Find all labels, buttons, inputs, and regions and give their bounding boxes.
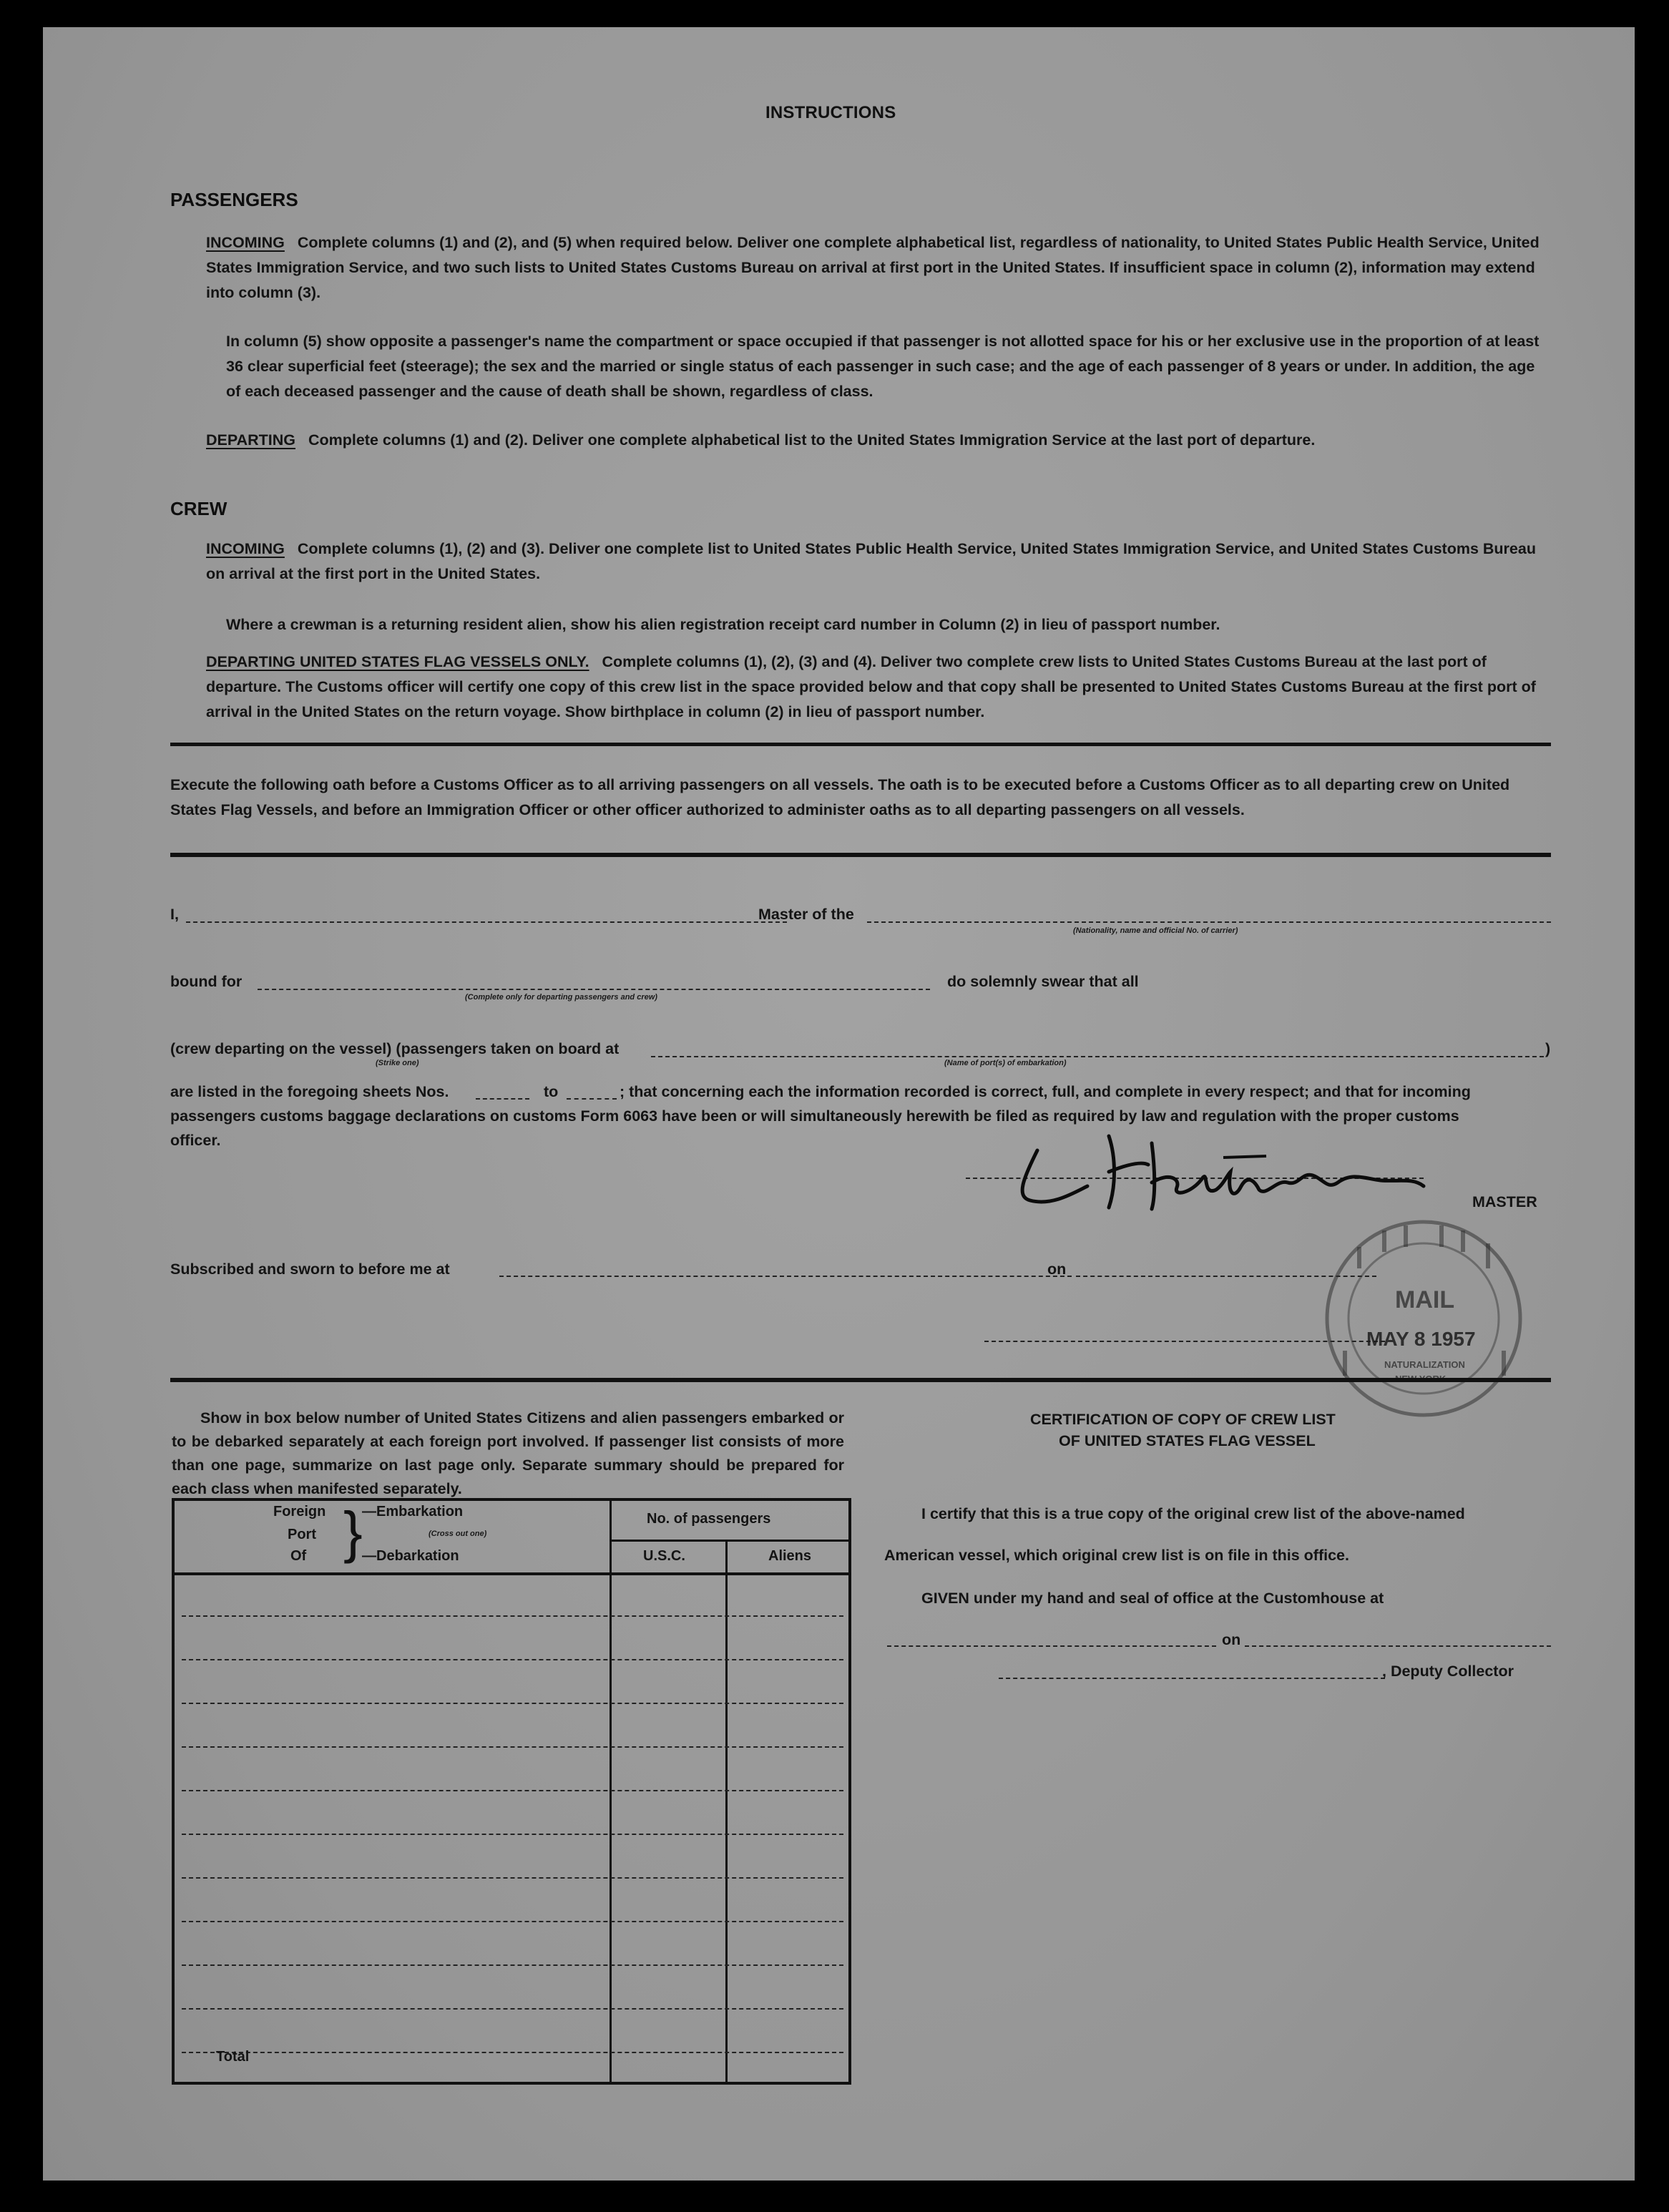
col-port-a: Foreign [273,1504,326,1519]
deputy-collector-field[interactable] [999,1678,1385,1679]
divider-rule-3 [170,1378,1551,1382]
col-port-b: Port [288,1527,316,1542]
bound-for-hint: (Complete only for departing passengers and crew) [465,993,657,1002]
port-hint: (Name of port(s) of embarkation) [944,1059,1067,1067]
listed-to-label: to [544,1083,559,1100]
page-title: INSTRUCTIONS [765,103,896,122]
listed-label-d: officer. [170,1132,221,1149]
table-row-line [182,1659,843,1660]
passengers-departing-paragraph [206,428,1551,453]
divider-rule-2 [170,853,1551,857]
stamp-line-mail: MAIL [1395,1286,1455,1313]
col-usc: U.S.C. [643,1548,685,1564]
crew-incoming-paragraph [206,537,1551,587]
mail-stamp [1316,1200,1531,1429]
passengers-departing-text: Complete columns (1) and (2). Deliver one complete alphabetical list to the United States Immigration Service at the last port of departure. [308,431,1316,449]
col-embarkation: —Embarkation [362,1504,464,1519]
passengers-incoming-label: INCOMING [206,234,285,251]
crew-departing-text: Complete columns (1), (2), (3) and (4). Deliver two complete crew lists to United States Customs Bureau at the last port of departure. The Customs officer will certify one copy of this crew list in the space provided below and that copy shall be presented to United States Customs Bureau at the first port of arrival in the United States on the return voyage. Show birthplace in column (2) in lieu of passport number. [206,653,1536,720]
table-header-bottom [175,1572,848,1575]
certification-line-2: American vessel, which original crew list is on file in this office. [884,1547,1349,1564]
summary-instructions: Show in box below number of United States Citizens and alien passengers embarked or to be debarked separately at each foreign port involved. If passenger list consists of more than one page, summarize on last page only. Separate summary should be prepared for each class when manifested separately. [172,1409,844,1497]
divider-rule-1 [170,743,1551,746]
crew-departing-label-line: (crew departing on the vessel) (passengers taken on board at [170,1040,620,1057]
oath-close-paren: ) [1545,1040,1551,1057]
oath-i-label: I, [170,906,179,923]
passengers-incoming-paragraph [206,230,1551,305]
master-name-field[interactable] [186,921,787,923]
table-row-line [182,1790,843,1791]
bound-for-field[interactable] [258,989,930,990]
customhouse-field[interactable] [887,1645,1216,1647]
col-aliens: Aliens [768,1548,812,1564]
listed-label-c: passengers customs baggage declarations on customs Form 6063 have been or will simultaneously herewith be filed as required by law and regulation with the proper customs [170,1107,1459,1125]
crew-incoming-text: Complete columns (1), (2) and (3). Deliver one complete list to United States Public Health Service, United States Immigration Service, and United States Customs Bureau on arrival at the first port in the United States. [206,540,1536,582]
crew-incoming-label: INCOMING [206,540,285,557]
certification-date-field[interactable] [1245,1645,1551,1647]
listed-label-b: ; that concerning each the information recorded is correct, full, and complete in every respect; and that for incoming [620,1083,1471,1100]
crew-returning-text: Where a crewman is a returning resident alien, show his alien registration receipt card number in Column (2) in lieu of passport number. [226,616,1220,633]
table-col-divider-2 [725,1540,728,2082]
strike-one-hint: (Strike one) [376,1059,419,1067]
crew-departing-label: DEPARTING UNITED STATES FLAG VESSELS ONLY. [206,653,589,670]
table-header-subline [610,1540,848,1542]
certification-line-1: I certify that this is a true copy of the original crew list of the above-named [921,1505,1465,1522]
table-row-line [182,1703,843,1704]
brace-icon: } [343,1500,363,1564]
col-port-c: Of [290,1548,307,1564]
crew-departing-paragraph [206,650,1551,725]
certification-deputy-label: , Deputy Collector [1382,1663,1514,1680]
table-row-line [182,1964,843,1966]
port-embarkation-field[interactable] [651,1056,1544,1057]
sworn-at-field[interactable] [499,1276,1072,1277]
table-row-line [182,1746,843,1748]
oath-intro-text: Execute the following oath before a Customs Officer as to all arriving passengers on all vessels. The oath is to be executed before a Customs Officer as to all departing crew on United States Flag Vessels, and before an Immigration Officer or other officer authorized to administer oaths as to all departing passengers on all vessels. [170,776,1510,818]
master-label: MASTER [1472,1193,1537,1210]
passengers-departing-label: DEPARTING [206,431,296,449]
table-col-divider-1 [610,1501,612,2082]
sheet-from-field[interactable] [476,1098,529,1100]
stamp-line-naturalization: NATURALIZATION [1384,1359,1465,1370]
table-row-line [182,1921,843,1922]
master-of-label: Master of the [758,906,854,923]
col-no-of-passengers: No. of passengers [647,1511,771,1527]
crew-heading: CREW [170,498,227,519]
subscribed-label: Subscribed and sworn to before me at [170,1261,450,1278]
certification-line-3: GIVEN under my hand and seal of office at the Customhouse at [921,1590,1384,1607]
certification-heading-2: OF UNITED STATES FLAG VESSEL [1059,1432,1316,1449]
document-sheet [43,27,1635,2181]
certification-heading-1: CERTIFICATION OF COPY OF CREW LIST [1030,1411,1336,1428]
passenger-summary-table [172,1498,851,2085]
col-debarkation: —Debarkation [362,1548,459,1564]
vessel-field[interactable] [867,921,1551,923]
listed-label-a: are listed in the foregoing sheets Nos. [170,1083,449,1100]
bound-for-label: bound for [170,973,243,990]
table-total-label: Total [216,2049,250,2065]
sheet-to-field[interactable] [567,1098,617,1100]
certification-on-label: on [1222,1631,1241,1648]
passengers-column5-text: In column (5) show opposite a passenger's name the compartment or space occupied if that passenger is not allotted space for his or her exclusive use in the proportion of at least 36 clear superficial feet (steerage); the sex and the married or single status of each passenger in such case; and the age of each passenger of 8 years or under. In addition, the age of each deceased passenger and the cause of death shall be shown, regardless of class. [226,333,1540,400]
table-row-line [182,1615,843,1617]
sworn-on-label: on [1047,1261,1067,1278]
circular-stamp-icon [1316,1200,1531,1429]
table-row-line [182,2008,843,2010]
table-row-line [182,1877,843,1879]
master-of-hint: (Nationality, name and official No. of carrier) [1073,926,1238,935]
swear-label: do solemnly swear that all [947,973,1139,990]
passengers-incoming-text: Complete columns (1) and (2), and (5) when required below. Deliver one complete alphabetical list, regardless of nationality, to United States Public Health Service, United States Immigration Service, and two such lists to United States Customs Bureau on arrival at first port in the United States. If insufficient space in column (2), information may extend into column (3). [206,234,1540,301]
stamp-date: MAY 8 1957 [1366,1328,1476,1350]
table-row-line [182,2052,843,2053]
table-row-line [182,1834,843,1835]
passengers-heading: PASSENGERS [170,189,298,210]
col-cross-out: (Cross out one) [429,1530,487,1538]
